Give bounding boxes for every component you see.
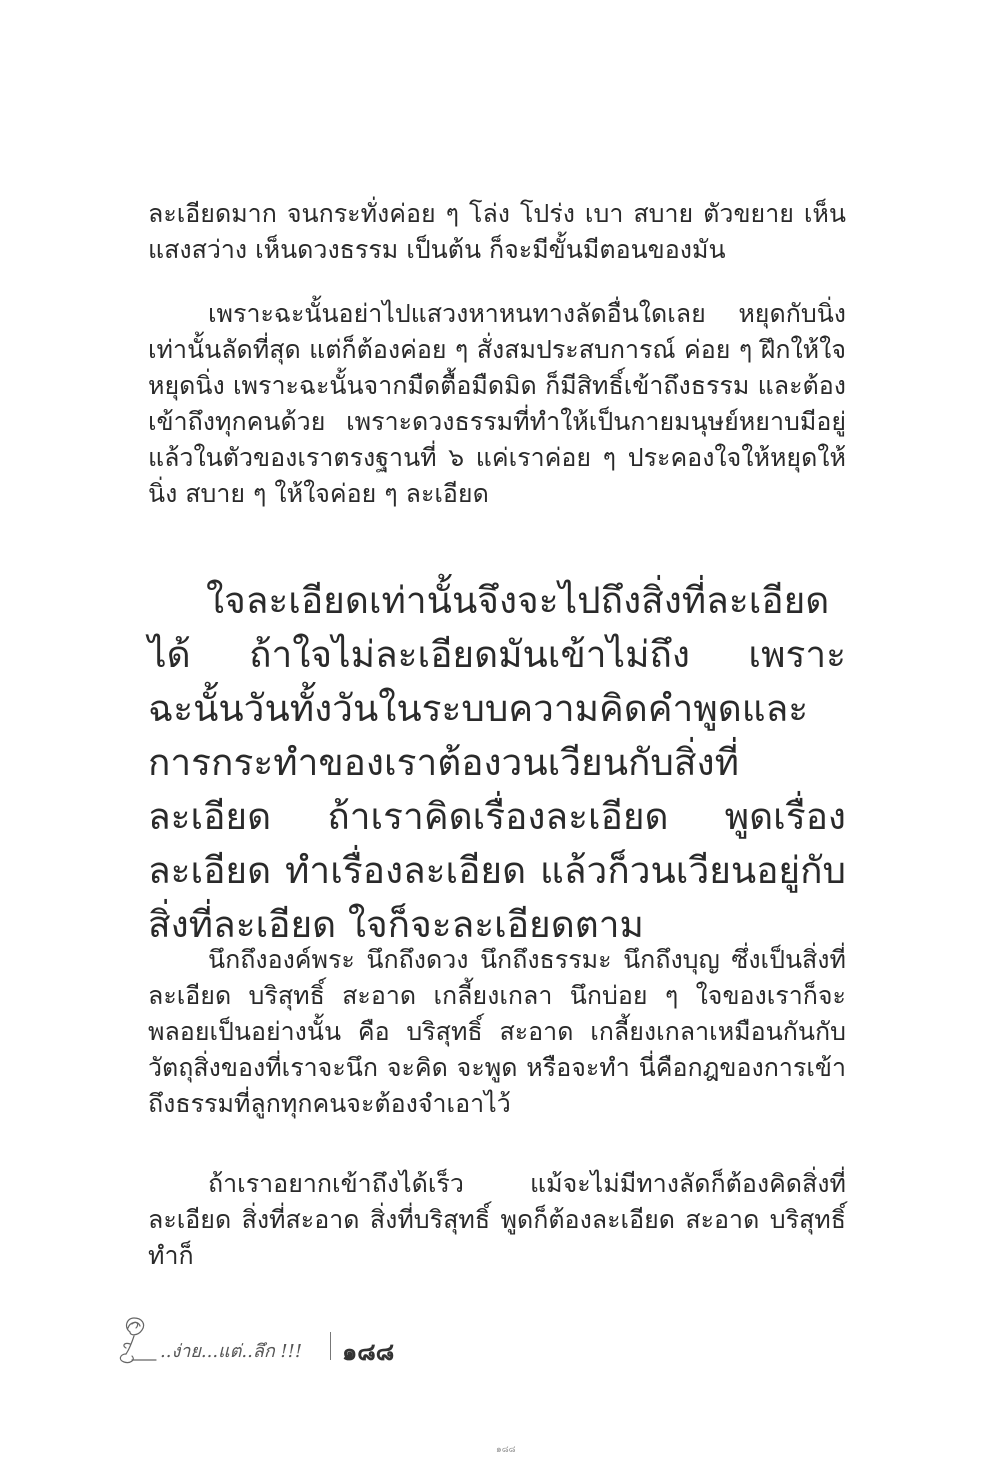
bottom-page-mark: ๑๘๘ <box>496 1445 516 1455</box>
highlight-quote: ใจละเอียดเท่านั้นจึงจะไปถึงสิ่งที่ละเอียดได้ ถ้าใจไม่ละเอียดมันเข้าไม่ถึง เพราะฉะนั้นวันทั้งวันในระบบความคิดคำพูดและการกระทำของเราต้องวนเวียนกับสิ่งที่ละเอียด ถ้าเราคิดเรื่องละเอียด พูดเรื่องละเอียด ทำเรื่องละเอียด แล้วก็วนเวียนอยู่กับสิ่งที่ละเอียด ใจก็จะละเอียดตาม <box>148 579 846 946</box>
paragraph-2: เพราะฉะนั้นอย่าไปแสวงหาหนทางลัดอื่นใดเลย หยุดกับนิ่งเท่านั้นลัดที่สุด แต่ก็ต้องค่อย ๆ สั่งสมประสบการณ์ ค่อย ๆ ฝึกให้ใจหยุดนิ่ง เพราะฉะนั้นจากมืดตื้อมืดมิด ก็มีสิทธิ์เข้าถึงธรรม และต้องเข้าถึงทุกคนด้วย เพราะดวงธรรมที่ทำให้เป็นกายมนุษย์หยาบมีอยู่แล้วในตัวของเราตรงฐานที่ ๖ แค่เราค่อย ๆ ประคองใจให้หยุดให้นิ่ง สบาย ๆ ให้ใจค่อย ๆ ละเอียด <box>148 299 846 508</box>
paragraph-4: ถ้าเราอยากเข้าถึงได้เร็ว แม้จะไม่มีทางลัดก็ต้องคิดสิ่งที่ละเอียด สิ่งที่สะอาด สิ่งที่บริสุทธิ์ พูดก็ต้องละเอียด สะอาด บริสุทธิ์ ทำก็ <box>148 1169 846 1270</box>
page-footer <box>112 1310 512 1370</box>
page-number: ๑๘๘ <box>342 1338 395 1366</box>
footer-title: ..ง่าย...แต่..ลึก !!! <box>160 1341 303 1362</box>
paragraph-3: นึกถึงองค์พระ นึกถึงดวง นึกถึงธรรมะ นึกถึงบุญ ซึ่งเป็นสิ่งที่ละเอียด บริสุทธิ์ สะอาด เกลี้ยงเกลา นึกบ่อย ๆ ใจของเราก็จะพลอยเป็นอย่างนั้น คือ บริสุทธิ์ สะอาด เกลี้ยงเกลาเหมือนกันกับวัตถุสิ่งของที่เราจะนึก จะคิด จะพูด หรือจะทำ นี่คือกฎของการเข้าถึงธรรมที่ลูกทุกคนจะต้องจำเอาไว้ <box>148 945 846 1118</box>
paragraph-1: ละเอียดมาก จนกระทั่งค่อย ๆ โล่ง โปร่ง เบา สบาย ตัวขยาย เห็นแสงสว่าง เห็นดวงธรรม เป็นต้น ก็จะมีขั้นมีตอนของมัน <box>148 199 846 264</box>
footer-divider <box>330 1332 331 1360</box>
